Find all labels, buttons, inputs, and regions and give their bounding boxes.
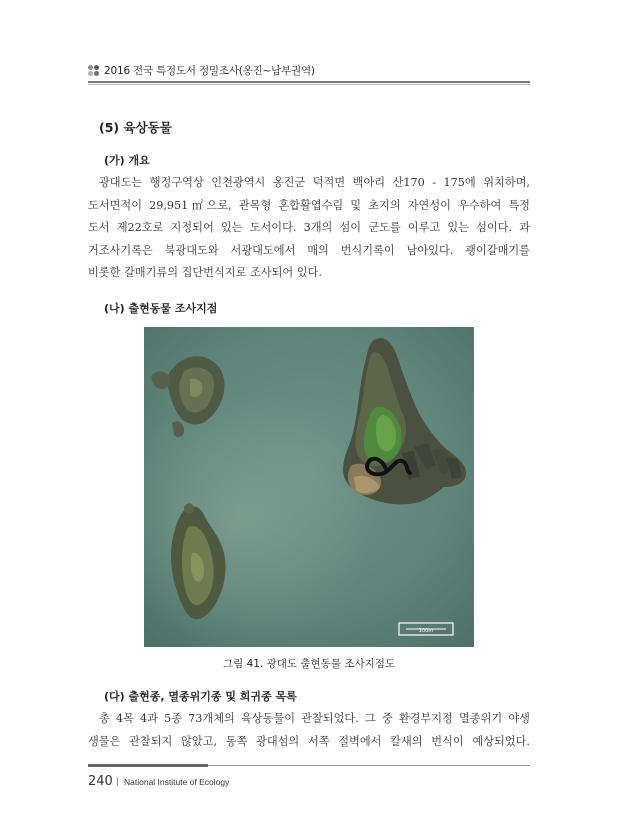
page-number: 240 xyxy=(88,774,113,789)
section-title: (5) 육상동물 xyxy=(99,120,172,135)
header-dots-icon xyxy=(88,65,100,77)
header-rule xyxy=(88,81,530,83)
survey-site-satellite-map xyxy=(144,327,474,647)
satellite-image xyxy=(144,327,474,647)
header-rule-thin xyxy=(88,84,530,85)
overview-line: 비롯한 갈매기류의 집단번식지로 조사되어 있다. xyxy=(88,266,322,279)
overview-line: 도서 제22호로 지정되어 있는 도서이다. 3개의 섬이 군도를 이루고 있는 섬이다. 과 xyxy=(88,221,530,234)
overview-line: 도서면적이 29,951㎡으로, 관목형 혼합활엽수림 및 초지의 자연성이 우수하여 특정 xyxy=(88,198,530,212)
scale-bar-label: 100m xyxy=(418,628,434,634)
footer-institute: National Institute of Ecology xyxy=(124,777,230,787)
footer-tab xyxy=(88,764,208,767)
header-title: 2016 전국 특정도서 정밀조사(옹진~남부권역) xyxy=(104,65,315,77)
species-list-paragraph xyxy=(88,708,530,753)
overview-paragraph xyxy=(88,172,530,285)
figure-caption: 그림 41. 광대도 출현동물 조사지점도 xyxy=(222,658,396,670)
overview-line: 거조사기록은 북광대도와 서광대도에서 매의 번식기록이 남아있다. 괭이갈매기를 xyxy=(88,243,530,257)
overview-line: 광대도는 행정구역상 인천광역시 옹진군 덕적면 백아리 산170 - 175에 위치하며, xyxy=(99,176,530,189)
survey-site-heading: (나) 출현동물 조사지점 xyxy=(104,302,218,315)
species-line: 생물은 관찰되지 않았고, 동쪽 광대섬의 서쪽 절벽에서 칼새의 번식이 예상되었다. xyxy=(88,734,530,748)
species-line: 총 4목 4과 5종 73개체의 육상동물이 관찰되었다. 그 중 환경부지정 멸종위기 야생 xyxy=(99,712,530,725)
species-list-heading: (다) 출현종, 멸종위기종 및 희귀종 목록 xyxy=(104,690,297,703)
overview-heading: (가) 개요 xyxy=(104,154,150,167)
footer-separator: | xyxy=(116,777,120,787)
